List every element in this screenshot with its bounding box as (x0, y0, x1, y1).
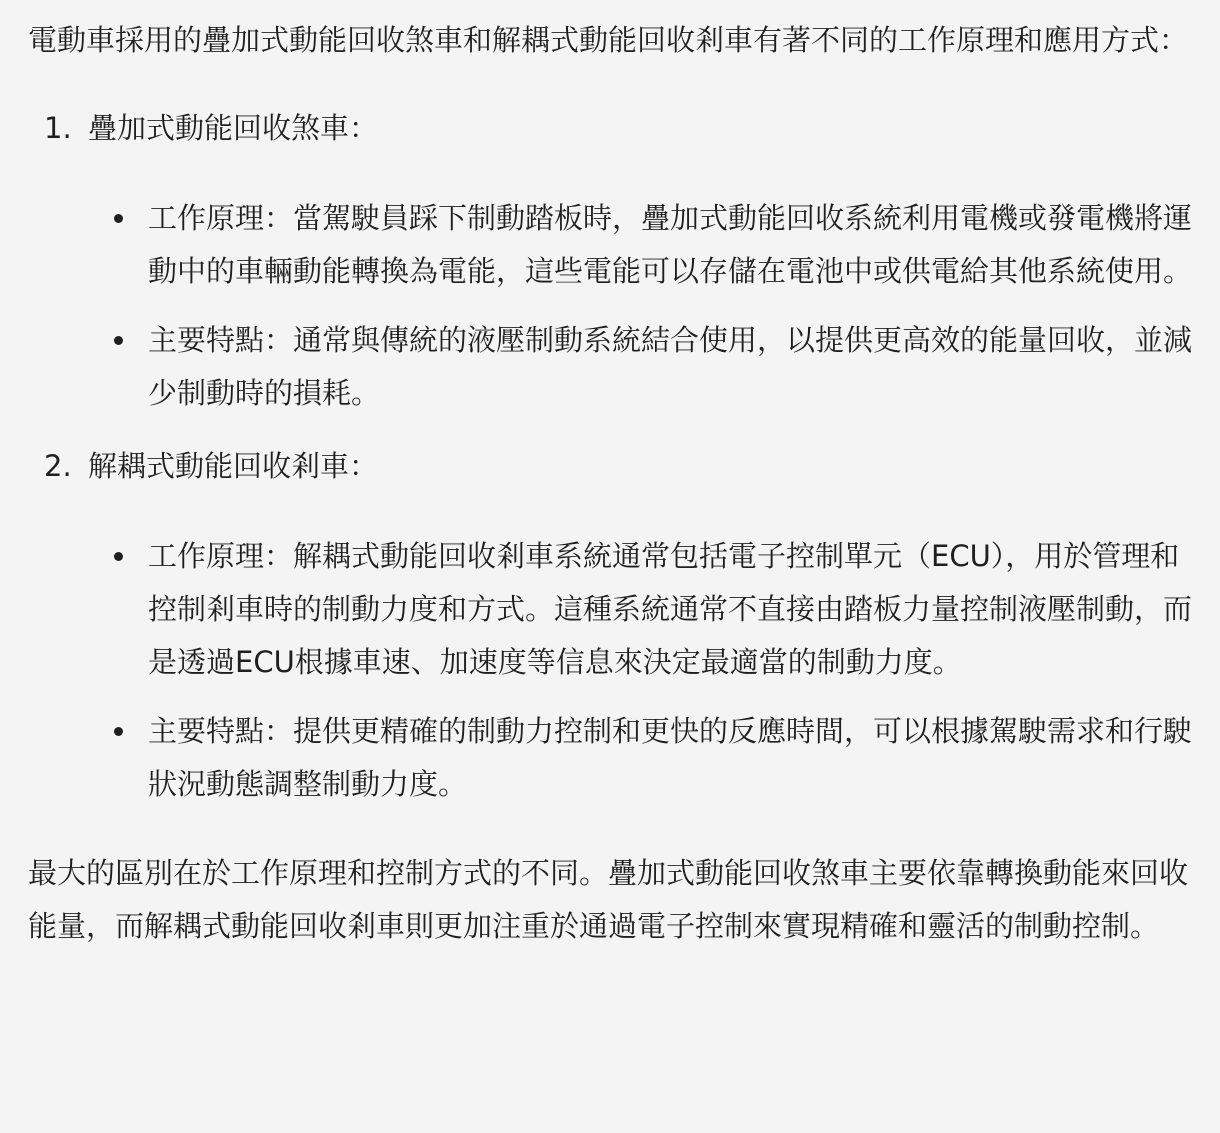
bullet-text: 主要特點：通常與傳統的液壓制動系統結合使用，以提供更高效的能量回收，並減少制動時的損耗。 (148, 323, 1193, 410)
bullet-text: 主要特點：提供更精確的制動力控制和更快的反應時間，可以根據駕駛需求和行駛狀況動態調整制動力度。 (148, 714, 1193, 801)
section-heading (44, 102, 1194, 155)
section-number: 2. (44, 449, 72, 483)
bullet-item (108, 192, 1194, 298)
bullet-dot-icon (108, 314, 148, 420)
bullet-dot-icon (108, 192, 148, 298)
section-list (28, 102, 1194, 811)
bullet-text: 工作原理：當駕駛員踩下制動踏板時，疊加式動能回收系統利用電機或發電機將運動中的車輛動能轉換為電能，這些電能可以存儲在電池中或供電給其他系統使用。 (148, 201, 1193, 288)
section-heading (44, 440, 1194, 493)
bullet-item (108, 530, 1194, 689)
section-title: 疊加式動能回收煞車： (88, 111, 379, 145)
bullet-item (108, 314, 1194, 420)
bullet-text: 工作原理：解耦式動能回收剎車系統通常包括電子控制單元（ECU），用於管理和控制剎車時的制動力度和方式。這種系統通常不直接由踏板力量控制液壓制動，而是透過ECU根據車速、加速度等信息來決定最適當的制動力度。 (148, 539, 1193, 679)
section-title: 解耦式動能回收剎車： (88, 449, 379, 483)
bullet-dot-icon (108, 530, 148, 689)
intro-paragraph: 電動車採用的疊加式動能回收煞車和解耦式動能回收剎車有著不同的工作原理和應用方式： (28, 23, 1189, 57)
bullet-list (28, 530, 1194, 811)
summary-paragraph: 最大的區別在於工作原理和控制方式的不同。疊加式動能回收煞車主要依靠轉換動能來回收能量，而解耦式動能回收剎車則更加注重於通過電子控制來實現精確和靈活的制動控制。 (28, 856, 1189, 943)
section-number: 1. (44, 111, 72, 145)
section-item (28, 102, 1194, 420)
bullet-list (28, 192, 1194, 420)
bullet-item (108, 705, 1194, 811)
section-item (28, 440, 1194, 811)
bullet-dot-icon (108, 705, 148, 811)
